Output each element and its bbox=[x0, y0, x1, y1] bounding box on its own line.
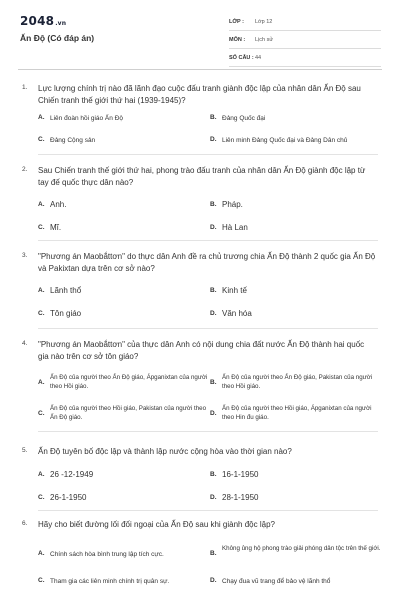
question-number: 2. bbox=[22, 166, 28, 173]
info-key-subject: MÔN : bbox=[229, 36, 246, 43]
option-label: D. bbox=[210, 577, 217, 584]
option-d[interactable] bbox=[210, 577, 330, 586]
option-label: D. bbox=[210, 494, 217, 501]
option-a[interactable] bbox=[38, 286, 81, 295]
question-text: "Phương án Maobắttơn" của thực dân Anh có nội dung chia đất nước Ấn Độ thành hai quốc gia nào trên cơ sở tôn giáo? bbox=[38, 340, 365, 361]
page-title: Ấn Độ (Có đáp án) bbox=[20, 33, 95, 43]
option-a[interactable] bbox=[38, 114, 123, 123]
option-d[interactable] bbox=[210, 404, 382, 422]
option-b[interactable] bbox=[210, 114, 265, 123]
option-a[interactable] bbox=[38, 373, 210, 391]
option-label: C. bbox=[38, 577, 45, 584]
option-label: D. bbox=[210, 136, 217, 143]
info-key-class: LỚP : bbox=[229, 18, 244, 25]
info-row-class bbox=[229, 13, 381, 31]
option-label: A. bbox=[38, 379, 45, 386]
option-text: Chạy đua vũ trang để bảo vệ lãnh thổ bbox=[222, 578, 331, 585]
option-label: C. bbox=[38, 494, 45, 501]
option-c[interactable] bbox=[38, 136, 95, 145]
option-b[interactable] bbox=[210, 200, 243, 209]
question-number: 5. bbox=[22, 447, 28, 454]
question-divider bbox=[38, 328, 378, 329]
header-divider bbox=[18, 69, 382, 70]
option-text: 26 -12-1949 bbox=[50, 470, 94, 479]
question-text: Ấn Độ tuyên bố độc lập và thành lập nước cộng hòa vào thời gian nào? bbox=[38, 447, 292, 456]
option-text: Chính sách hòa bình trung lập tích cực. bbox=[50, 551, 164, 558]
option-b[interactable] bbox=[210, 373, 382, 391]
option-label: B. bbox=[210, 550, 217, 557]
option-label: D. bbox=[210, 224, 217, 231]
option-text: Ấn Độ của người theo Ấn Độ giáo, Ápganixtan của người theo Hồi giáo. bbox=[50, 374, 208, 390]
worksheet-info-table bbox=[229, 13, 381, 67]
option-label: A. bbox=[38, 550, 45, 557]
option-c[interactable] bbox=[38, 577, 169, 586]
question-divider bbox=[38, 510, 378, 511]
option-text: Đảng Quốc đại bbox=[222, 115, 266, 122]
option-a[interactable] bbox=[38, 200, 66, 209]
option-text: Liên đoàn hồi giáo Ấn Độ bbox=[50, 115, 124, 122]
option-b[interactable] bbox=[210, 544, 382, 557]
option-label: B. bbox=[210, 201, 217, 208]
option-label: A. bbox=[38, 471, 45, 478]
option-text: Ấn Độ của người theo Ấn Độ giáo, Pakistan của người theo Hồi giáo. bbox=[222, 374, 373, 390]
option-label: C. bbox=[38, 310, 45, 317]
option-c[interactable] bbox=[38, 223, 61, 232]
option-text: Không ủng hộ phong trào giải phóng dân tộc trên thế giới. bbox=[222, 545, 381, 552]
option-text: Kinh tế bbox=[222, 286, 247, 295]
info-value-subject: Lịch sử bbox=[255, 36, 274, 43]
question-text: Sau Chiến tranh thế giới thứ hai, phong trào đấu tranh của nhân dân Ấn Độ giành độc lập từ tay đế quốc thực dân nào? bbox=[38, 166, 366, 187]
option-label: B. bbox=[210, 114, 217, 121]
option-c[interactable] bbox=[38, 493, 86, 502]
option-label: B. bbox=[210, 287, 217, 294]
option-b[interactable] bbox=[210, 286, 247, 295]
option-b[interactable] bbox=[210, 470, 258, 479]
info-value-class: Lớp 12 bbox=[255, 18, 273, 25]
option-label: C. bbox=[38, 410, 45, 417]
question-number: 3. bbox=[22, 252, 28, 259]
option-text: Tôn giáo bbox=[50, 309, 82, 318]
option-text: Anh. bbox=[50, 200, 67, 209]
option-text: Mĩ. bbox=[50, 223, 62, 232]
option-c[interactable] bbox=[38, 404, 210, 422]
option-text: Liên minh Đảng Quốc đại và Đảng Dân chủ bbox=[222, 137, 348, 144]
option-label: C. bbox=[38, 136, 45, 143]
option-label: D. bbox=[210, 410, 217, 417]
option-c[interactable] bbox=[38, 309, 81, 318]
question-number: 6. bbox=[22, 520, 28, 527]
logo-text: 2048 bbox=[20, 14, 55, 28]
option-text: 16-1-1950 bbox=[222, 470, 259, 479]
option-d[interactable] bbox=[210, 136, 347, 145]
question-number: 4. bbox=[22, 340, 28, 347]
option-text: Hà Lan bbox=[222, 223, 248, 232]
logo-domain: .vn bbox=[55, 20, 67, 27]
site-logo[interactable] bbox=[20, 14, 66, 28]
worksheet-header bbox=[0, 0, 400, 66]
option-label: A. bbox=[38, 114, 45, 121]
option-d[interactable] bbox=[210, 223, 248, 232]
option-label: D. bbox=[210, 310, 217, 317]
info-row-question-count bbox=[229, 49, 381, 67]
info-key-question-count: SỐ CÂU : bbox=[229, 54, 254, 61]
option-label: B. bbox=[210, 379, 217, 386]
question-text: Lực lượng chính trị nào đã lãnh đạo cuộc đấu tranh giành độc lập của nhân dân Ấn Độ sau Chiến tranh thế giới thứ hai (1939-1945)? bbox=[38, 84, 361, 105]
option-text: Lãnh thổ bbox=[50, 286, 82, 295]
option-text: Văn hóa bbox=[222, 309, 252, 318]
option-label: C. bbox=[38, 224, 45, 231]
info-row-subject bbox=[229, 31, 381, 49]
question-text: Hãy cho biết đường lối đối ngoại của Ấn Độ sau khi giành độc lập? bbox=[38, 520, 275, 529]
question-number: 1. bbox=[22, 84, 28, 91]
option-text: 26-1-1950 bbox=[50, 493, 87, 502]
option-text: 28-1-1950 bbox=[222, 493, 259, 502]
option-text: Ấn Độ của người theo Hồi giáo, Pakistan của người theo Ấn Độ giáo. bbox=[50, 405, 207, 421]
question-divider bbox=[38, 154, 378, 155]
option-text: Tham gia các liên minh chính trị quân sự. bbox=[50, 578, 170, 585]
option-a[interactable] bbox=[38, 550, 164, 559]
option-text: Ấn Độ của người theo Hồi giáo, Ápganixtan của người theo Hin đu giáo. bbox=[222, 405, 372, 421]
option-text: Đảng Cộng sản bbox=[50, 137, 96, 144]
option-label: A. bbox=[38, 201, 45, 208]
option-label: A. bbox=[38, 287, 45, 294]
option-d[interactable] bbox=[210, 309, 252, 318]
info-value-question-count: 44 bbox=[255, 54, 262, 61]
question-divider bbox=[38, 431, 378, 432]
option-a[interactable] bbox=[38, 470, 93, 479]
option-label: B. bbox=[210, 471, 217, 478]
option-text: Pháp. bbox=[222, 200, 243, 209]
option-d[interactable] bbox=[210, 493, 258, 502]
question-divider bbox=[38, 240, 378, 241]
question-text: "Phương án Maobắttơn" do thực dân Anh đề ra chủ trương chia Ấn Độ thành 2 quốc gia Ấn Độ và Pakixtan dựa trên cơ sở nào? bbox=[38, 252, 376, 273]
